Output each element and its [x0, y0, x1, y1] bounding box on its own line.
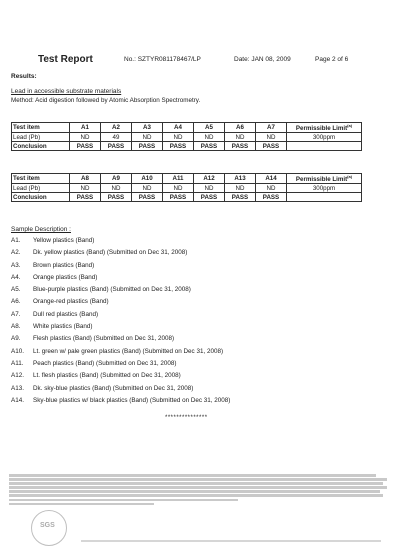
- report-header: [38, 54, 386, 68]
- list-item: [11, 348, 351, 360]
- table-cell: ND: [194, 184, 225, 193]
- results-table-2: [11, 173, 362, 202]
- table-cell: PASS: [132, 193, 163, 202]
- sample-code: A2.: [11, 249, 21, 257]
- header-cell: A2: [101, 123, 132, 133]
- results-label: Results:: [11, 73, 37, 80]
- sample-desc: Lt. green w/ pale green plastics (Band) (Submitted on Dec 31, 2008): [33, 347, 224, 355]
- table-header-row: [12, 123, 362, 133]
- table-cell: ND: [256, 184, 287, 193]
- row-label: Lead (Pb): [12, 184, 70, 193]
- table-cell: PASS: [70, 193, 101, 202]
- header-cell: A10: [132, 174, 163, 184]
- table-cell: 49: [101, 133, 132, 142]
- sample-code: A10.: [11, 347, 24, 355]
- table-row-lead: [12, 184, 362, 193]
- table-cell: PASS: [70, 142, 101, 151]
- header-cell-limit: [287, 123, 362, 133]
- sample-code: A5.: [11, 286, 21, 294]
- footer-address-line: [81, 540, 381, 542]
- limit-label: Permissible Limit: [295, 176, 348, 184]
- sample-list: [11, 237, 351, 409]
- sample-desc: White plastics (Band): [33, 323, 93, 331]
- list-item: [11, 335, 351, 347]
- row-label: Conclusion: [12, 193, 70, 202]
- method-text: Method: Acid digestion followed by Atomic Absorption Spectrometry.: [11, 97, 201, 104]
- report-date: Date: JAN 08, 2009: [234, 56, 291, 63]
- table-cell: PASS: [101, 193, 132, 202]
- list-item: [11, 372, 351, 384]
- row-label: Lead (Pb): [12, 133, 70, 142]
- sample-desc: Yellow plastics (Band): [33, 237, 95, 244]
- sample-code: A7.: [11, 310, 21, 318]
- sample-code: A11.: [11, 359, 24, 367]
- sample-code: A4.: [11, 273, 21, 281]
- header-cell: A9: [101, 174, 132, 184]
- table-cell-limit: [287, 193, 362, 202]
- header-cell: Test item: [12, 174, 70, 184]
- table-cell: ND: [132, 184, 163, 193]
- header-cell: A13: [225, 174, 256, 184]
- header-cell: A8: [70, 174, 101, 184]
- table-cell: PASS: [225, 142, 256, 151]
- list-item: [11, 385, 351, 397]
- list-item: [11, 397, 351, 409]
- report-title: Test Report: [38, 54, 93, 65]
- table-cell-limit: [287, 142, 362, 151]
- table-cell: ND: [163, 184, 194, 193]
- header-cell: A1: [70, 123, 101, 133]
- list-item: [11, 274, 351, 286]
- list-item: [11, 249, 351, 261]
- list-item: [11, 286, 351, 298]
- sample-desc: Orange-red plastics (Band): [33, 298, 109, 306]
- header-cell: A11: [163, 174, 194, 184]
- table-row-conclusion: [12, 193, 362, 202]
- sample-desc: Lt. flesh plastics (Band) (Submitted on Dec 31, 2008): [33, 372, 181, 380]
- sample-desc: Blue-purple plastics (Band) (Submitted on Dec 31, 2008): [33, 286, 191, 294]
- table-header-row: [12, 174, 362, 184]
- sample-code: A9.: [11, 335, 21, 343]
- header-cell-limit: [287, 174, 362, 184]
- header-cell: A5: [194, 123, 225, 133]
- sample-desc: Dull red plastics (Band): [33, 310, 99, 318]
- table-cell: ND: [163, 133, 194, 142]
- end-of-results-marker: ***************: [165, 415, 208, 421]
- table-row-conclusion: [12, 142, 362, 151]
- section-title: Lead in accessible substrate materials: [11, 88, 122, 95]
- header-cell: A14: [256, 174, 287, 184]
- list-item: [11, 323, 351, 335]
- limit-label: Permissible Limit: [295, 125, 348, 133]
- sample-desc: Brown plastics (Band): [33, 261, 95, 269]
- table-cell: PASS: [194, 142, 225, 151]
- table-cell-limit: 300ppm: [287, 133, 362, 142]
- table-cell: ND: [101, 184, 132, 193]
- header-cell: A6: [225, 123, 256, 133]
- sample-desc: Flesh plastics (Band) (Submitted on Dec 31, 2008): [33, 335, 175, 343]
- list-item: [11, 311, 351, 323]
- report-number: No.: SZTYR081178467/LP: [124, 56, 201, 63]
- table-cell: PASS: [163, 193, 194, 202]
- sample-desc: Orange plastics (Band): [33, 273, 98, 281]
- list-item: [11, 360, 351, 372]
- table-cell: ND: [132, 133, 163, 142]
- header-cell: Test item: [12, 123, 70, 133]
- table-cell-limit: 300ppm: [287, 184, 362, 193]
- footer-fine-print: [9, 474, 391, 550]
- sample-description-title: Sample Description :: [11, 226, 71, 233]
- sample-desc: Dk. sky-blue plastics (Band) (Submitted on Dec 31, 2008): [33, 384, 194, 392]
- sample-code: A3.: [11, 261, 21, 269]
- table-cell: ND: [70, 133, 101, 142]
- limit-superscript: (a): [347, 123, 353, 128]
- sample-code: A6.: [11, 298, 21, 306]
- sample-code: A12.: [11, 372, 24, 380]
- table-cell: PASS: [256, 142, 287, 151]
- table-cell: PASS: [194, 193, 225, 202]
- header-cell: A12: [194, 174, 225, 184]
- row-label: Conclusion: [12, 142, 70, 151]
- stamp-text: SGS: [40, 522, 55, 529]
- sample-code: A1.: [11, 237, 21, 244]
- table-cell: ND: [225, 133, 256, 142]
- table-cell: PASS: [163, 142, 194, 151]
- results-table-1: [11, 122, 362, 151]
- sample-desc: Peach plastics (Band) (Submitted on Dec 31, 2008): [33, 359, 177, 367]
- limit-superscript: (a): [347, 174, 353, 179]
- table-cell: ND: [194, 133, 225, 142]
- header-cell: A3: [132, 123, 163, 133]
- header-cell: A4: [163, 123, 194, 133]
- list-item: [11, 237, 351, 249]
- table-cell: ND: [225, 184, 256, 193]
- table-cell: ND: [70, 184, 101, 193]
- table-cell: ND: [256, 133, 287, 142]
- sample-code: A8.: [11, 323, 21, 331]
- list-item: [11, 298, 351, 310]
- table-row-lead: [12, 133, 362, 142]
- sample-code: A13.: [11, 384, 24, 392]
- sample-desc: Dk. yellow plastics (Band) (Submitted on Dec 31, 2008): [33, 249, 188, 257]
- table-cell: PASS: [225, 193, 256, 202]
- table-cell: PASS: [101, 142, 132, 151]
- page-indicator: Page 2 of 6: [315, 56, 349, 63]
- header-cell: A7: [256, 123, 287, 133]
- table-cell: PASS: [256, 193, 287, 202]
- table-cell: PASS: [132, 142, 163, 151]
- list-item: [11, 262, 351, 274]
- sample-code: A14.: [11, 396, 24, 404]
- sample-desc: Sky-blue plastics w/ black plastics (Band) (Submitted on Dec 31, 2008): [33, 396, 231, 404]
